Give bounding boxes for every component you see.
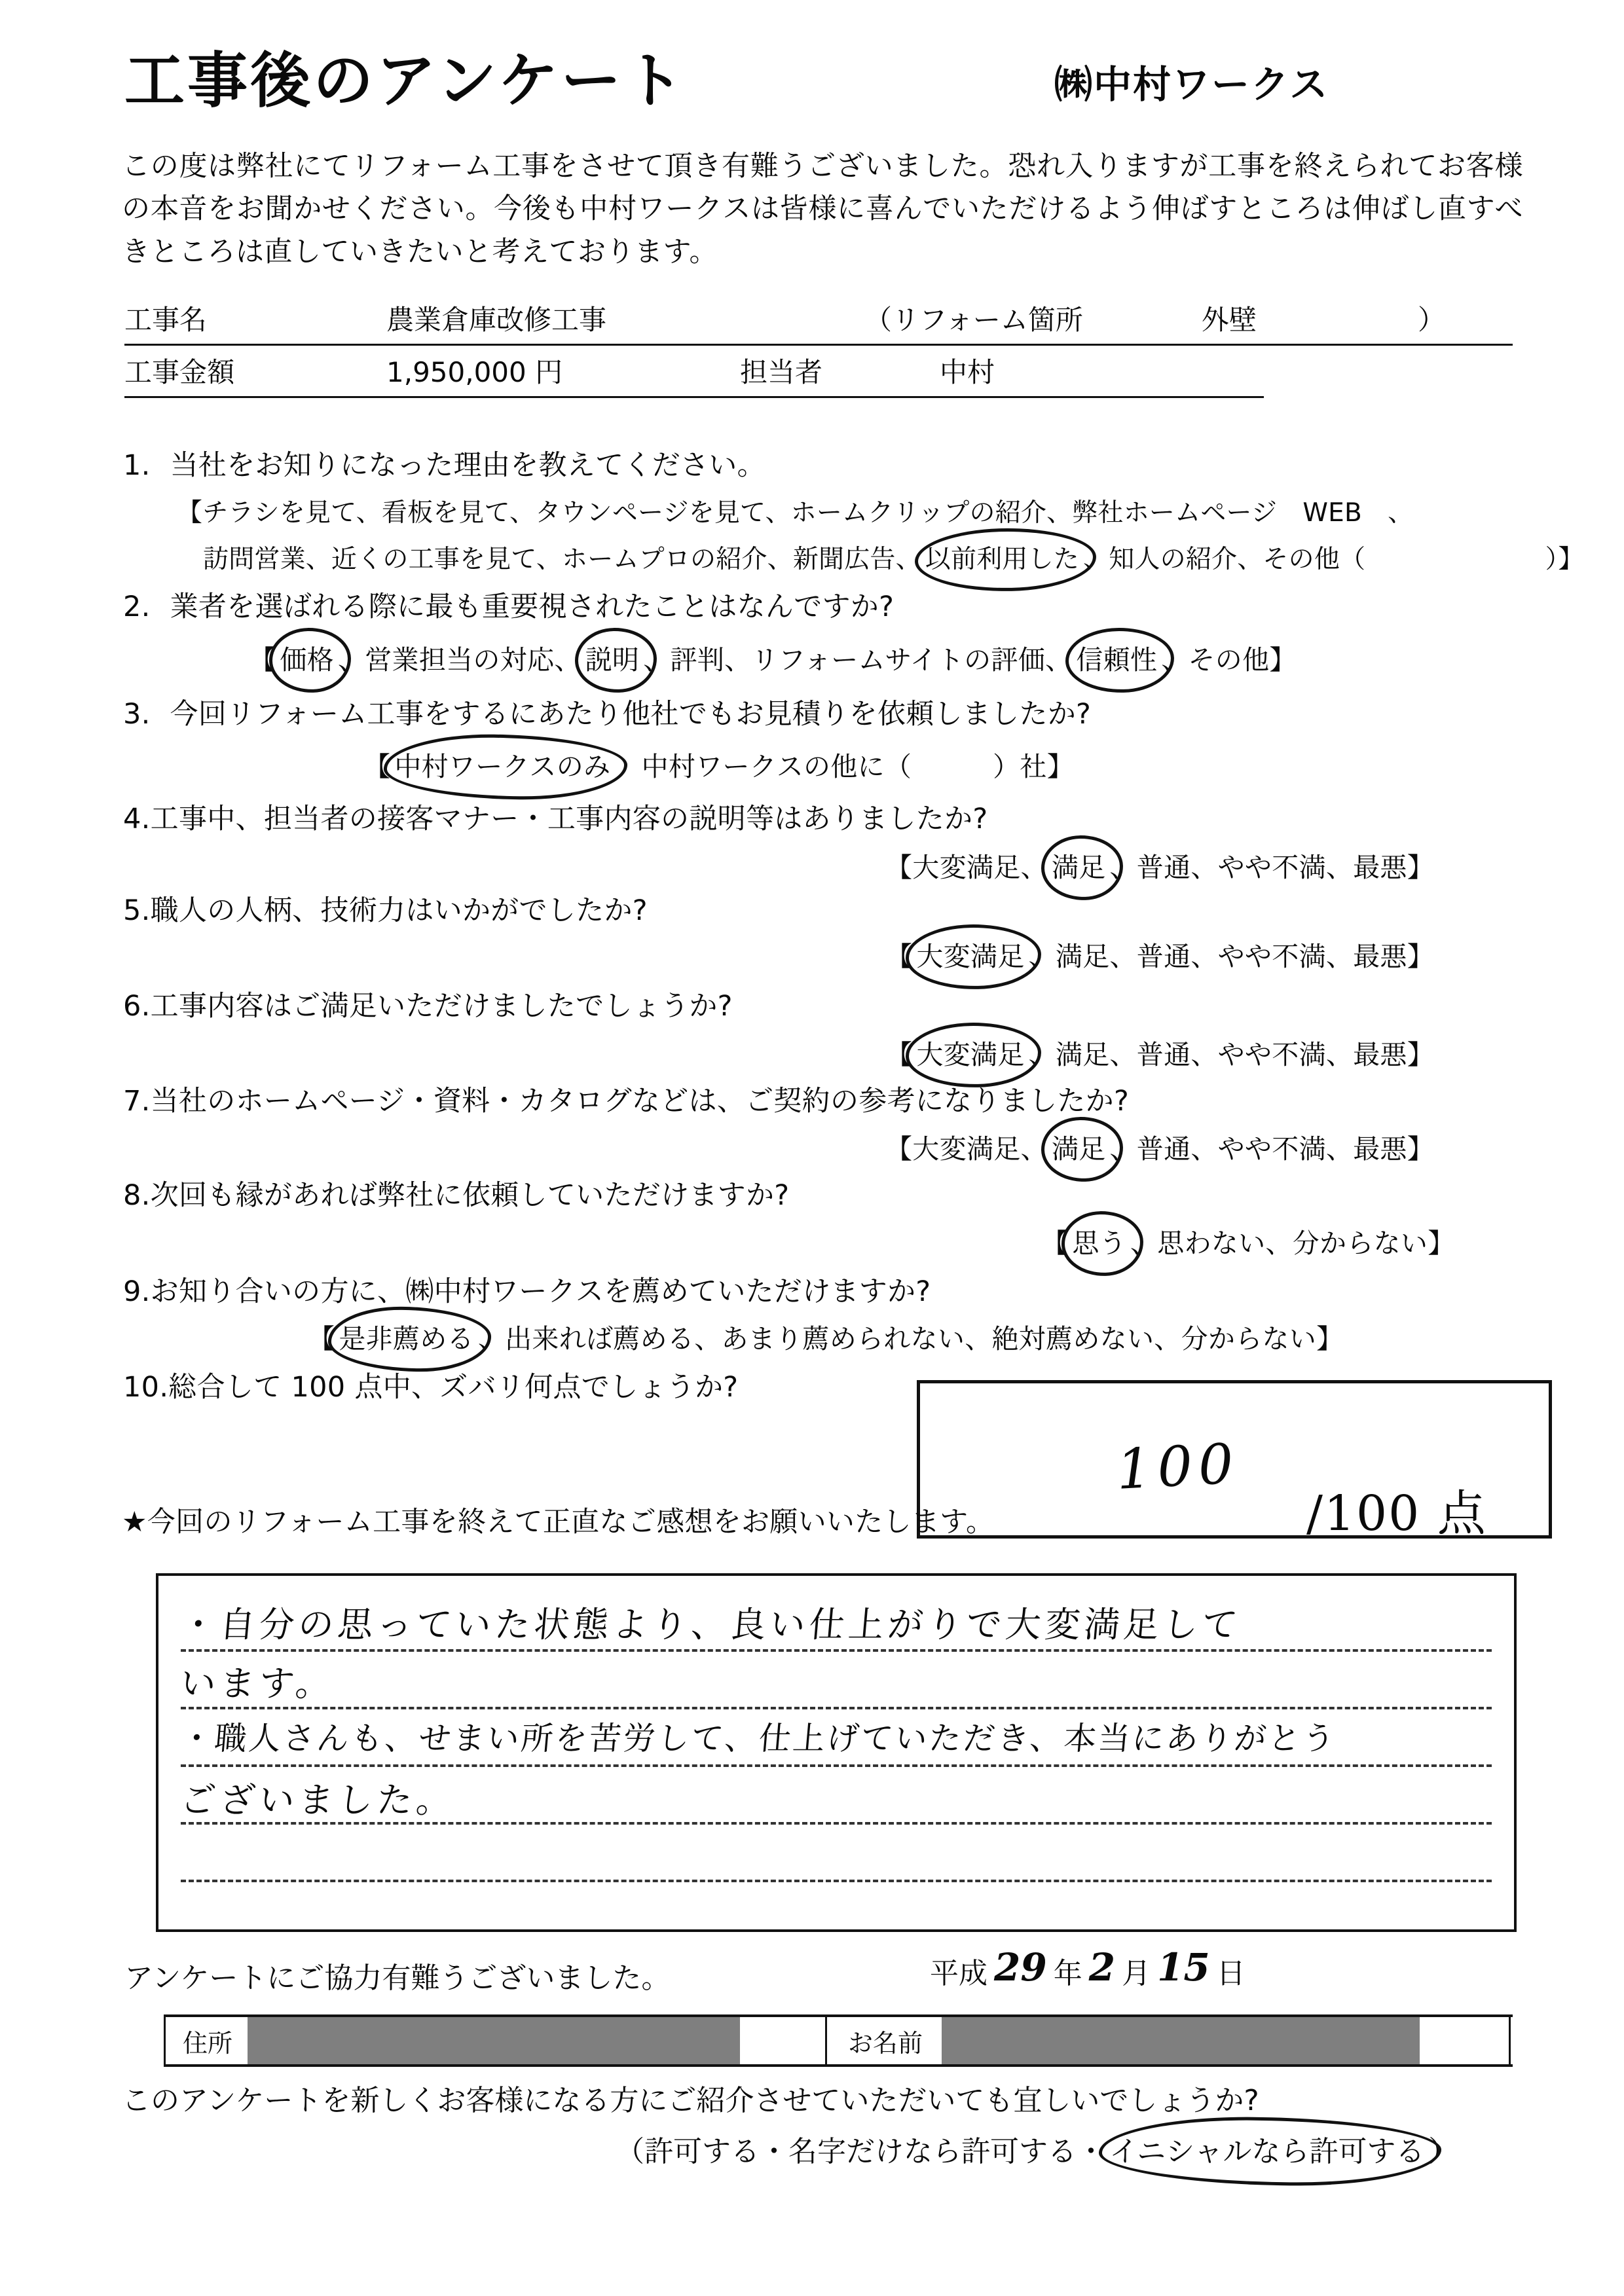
amount-value: 1,950,000 円	[386, 356, 563, 388]
comment-rule	[181, 1707, 1492, 1709]
table-edge	[1509, 2017, 1511, 2064]
project-amount-row	[124, 348, 1513, 398]
consent-selected-option[interactable]: イニシャルなら許可する	[1105, 2128, 1428, 2170]
q2-mid-1: 、営業担当の対応、	[337, 644, 581, 676]
q5-selected-option[interactable]: 大変満足	[912, 935, 1028, 974]
question-4-number: 4.	[123, 803, 151, 835]
date-month-value: 2	[1088, 1945, 1116, 1990]
staff-value: 中村	[940, 356, 995, 388]
question-6-number: 6.	[123, 990, 151, 1023]
q8-open: 【	[1041, 1228, 1069, 1259]
q2-selected-explanation[interactable]: 説明	[581, 638, 644, 677]
question-3-text: 今回リフォーム工事をするにあたり他社でもお見積りを依頼しましたか?	[170, 698, 1092, 731]
comment-line-3: ・職人さんも、せまい所を苦労して、仕上げていただき、本当にありがとう	[179, 1720, 1338, 1757]
question-3	[123, 695, 1091, 734]
comment-line-1: ・自分の思っていた状態より、良い仕上がりで大変満足して	[178, 1604, 1244, 1645]
project-name-row	[124, 296, 1513, 346]
date-line	[930, 1945, 1246, 1992]
year-label: 年	[1053, 1957, 1082, 1990]
question-9-options	[308, 1317, 1343, 1356]
question-7-text: 当社のホームページ・資料・カタログなどは、ご契約の参考になりましたか?	[150, 1085, 1130, 1118]
question-6	[123, 987, 733, 1026]
question-2	[123, 588, 894, 627]
q7-open: 【大変満足、	[885, 1133, 1048, 1165]
thanks-line: アンケートにご協力有難うございました。	[124, 1961, 671, 1995]
question-7-number: 7.	[123, 1085, 151, 1118]
comment-rule	[181, 1880, 1492, 1882]
question-6-text: 工事内容はご満足いただけましたでしょうか?	[150, 990, 733, 1023]
q4-selected-option[interactable]: 満足	[1048, 846, 1110, 884]
question-5-number: 5.	[123, 894, 151, 927]
q1-opt-post: 、知人の紹介、その他（ ）】	[1083, 545, 1584, 574]
question-1	[123, 446, 766, 485]
intro-paragraph: この度は弊社にてリフォーム工事をさせて頂き有難うございました。恐れ入りますが工事を終えられてお客様の本音をお聞かせください。今後も中村ワークスは皆様に喜んでいただけるよう伸ばすところは伸ばし直すべきところは直していきたいと考えております。	[122, 150, 1523, 268]
question-10	[123, 1368, 738, 1407]
staff-label: 担当者	[740, 356, 823, 388]
address-label: 住所	[164, 2017, 251, 2064]
question-5-options	[885, 935, 1434, 974]
question-4	[123, 800, 987, 839]
q2-selected-trust[interactable]: 信頼性	[1072, 638, 1161, 677]
score-box[interactable]	[917, 1380, 1552, 1542]
consent-options	[616, 2128, 1457, 2170]
question-8	[123, 1176, 789, 1215]
reform-location-value: 外壁	[1202, 304, 1257, 336]
question-4-text: 工事中、担当者の接客マナー・工事内容の説明等はありましたか?	[150, 803, 988, 835]
question-7	[123, 1082, 1129, 1121]
question-8-options	[1041, 1222, 1455, 1260]
question-3-number: 3.	[123, 698, 151, 731]
customer-name-value-redacted	[942, 2017, 1420, 2064]
amount-label: 工事金額	[124, 356, 235, 388]
question-4-options	[885, 846, 1434, 884]
q2-selected-price[interactable]: 価格	[276, 638, 338, 677]
day-label: 日	[1216, 1957, 1246, 1990]
question-10-text: 総合して 100 点中、ズバリ何点でしょうか?	[168, 1371, 739, 1404]
q3-selected-option[interactable]: 中村ワークスのみ	[390, 745, 614, 784]
q6-rest: 、満足、普通、やや不満、最悪】	[1028, 1039, 1435, 1070]
q8-selected-option[interactable]: 思う	[1068, 1222, 1130, 1260]
q3-rest: 中村ワークスの他に（ ）社】	[614, 751, 1075, 782]
question-1-options-line-2	[177, 539, 1584, 575]
question-6-options	[885, 1033, 1434, 1072]
q1-selected-option[interactable]: 以前利用した	[921, 539, 1083, 575]
question-7-options	[885, 1127, 1434, 1166]
q2-mid-2: 、評判、リフォームサイトの評価、	[643, 644, 1073, 676]
date-day-value: 15	[1157, 1945, 1210, 1990]
q3-open: 【	[363, 751, 391, 782]
question-1-options-line-1: 【チラシを見て、看板を見て、タウンページを見て、ホームクリップの紹介、弊社ホームページ WEB 、	[177, 498, 1414, 528]
question-9-number: 9.	[123, 1275, 151, 1308]
question-8-number: 8.	[123, 1179, 151, 1212]
question-5-text: 職人の人柄、技術力はいかがでしたか?	[150, 894, 648, 927]
q7-selected-option[interactable]: 満足	[1048, 1127, 1110, 1166]
project-name-value: 農業倉庫改修工事	[386, 304, 607, 336]
comment-rule	[181, 1764, 1492, 1767]
company-name: ㈱中村ワークス	[1054, 62, 1329, 107]
question-9-text: お知り合いの方に、㈱中村ワークスを薦めていただけますか?	[150, 1275, 931, 1308]
question-1-text: 当社をお知りになった理由を教えてください。	[170, 449, 766, 482]
contact-info-table	[164, 2014, 1513, 2067]
question-2-number: 2.	[123, 591, 151, 623]
q4-rest: 、普通、やや不満、最悪】	[1109, 852, 1435, 883]
page-title: 工事後のアンケート	[124, 46, 687, 116]
score-value: 100	[1115, 1431, 1241, 1502]
consent-close: ）	[1428, 2135, 1458, 2168]
question-3-options	[363, 745, 1074, 784]
project-name-label: 工事名	[124, 304, 208, 336]
score-denominator: /100 点	[1306, 1485, 1487, 1542]
comment-line-4: ございました。	[178, 1779, 458, 1821]
question-10-number: 10.	[123, 1371, 169, 1404]
address-value-redacted	[248, 2017, 740, 2064]
comment-line-2: います。	[178, 1663, 337, 1704]
question-8-text: 次回も縁があれば弊社に依頼していただけますか?	[150, 1179, 790, 1212]
comment-rule	[181, 1649, 1492, 1652]
date-year-value: 29	[994, 1945, 1047, 1990]
q1-opt-pre: 訪問営業、近くの工事を見て、ホームプロの紹介、新聞広告、	[203, 545, 921, 574]
q9-rest: 、出来れば薦める、あまり薦められない、絶対薦めない、分からない】	[477, 1323, 1344, 1355]
q4-open: 【大変満足、	[885, 852, 1048, 883]
question-1-number: 1.	[123, 449, 151, 482]
question-2-options	[249, 638, 1297, 677]
era-label: 平成	[930, 1957, 987, 1990]
q7-rest: 、普通、やや不満、最悪】	[1109, 1133, 1435, 1165]
consent-open: （許可する・名字だけなら許可する・	[616, 2135, 1105, 2168]
question-2-text: 業者を選ばれる際に最も重要視されたことはなんですか?	[170, 591, 895, 623]
customer-name-label: お名前	[825, 2017, 946, 2064]
q2-open: 【	[249, 644, 276, 676]
question-5	[123, 892, 648, 930]
free-comment-prompt: ★今回のリフォーム工事を終えて正直なご感想をお願いいたします。	[122, 1506, 995, 1539]
q9-selected-option[interactable]: 是非薦める	[335, 1317, 478, 1356]
q6-open: 【	[885, 1039, 913, 1070]
q5-rest: 、満足、普通、やや不満、最悪】	[1028, 941, 1435, 972]
q2-close: 、その他】	[1161, 644, 1297, 676]
month-label: 月	[1122, 1957, 1151, 1990]
free-comment-box[interactable]	[156, 1573, 1517, 1932]
consent-question: このアンケートを新しくお客様になる方にご紹介させていただいても宜しいでしょうか?	[122, 2084, 1259, 2117]
q6-selected-option[interactable]: 大変満足	[912, 1033, 1028, 1072]
reform-location-label: （リフォーム箇所	[864, 304, 1083, 336]
underline-rule	[124, 396, 1264, 398]
q5-open: 【	[885, 941, 913, 972]
question-9	[123, 1273, 931, 1311]
underline-rule	[124, 344, 1513, 346]
reform-location-close: ）	[1418, 304, 1446, 336]
q8-rest: 、思わない、分からない】	[1130, 1228, 1455, 1259]
q9-open: 【	[308, 1323, 335, 1355]
